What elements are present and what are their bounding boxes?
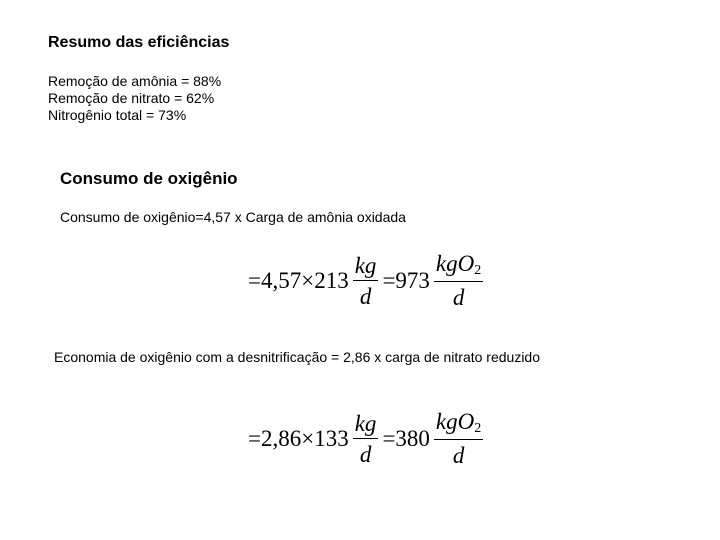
- result-unit-numerator: [434, 252, 483, 282]
- unit-fraction: [353, 412, 379, 466]
- result-unit-denominator: d: [452, 285, 465, 310]
- unit-denominator: d: [359, 441, 372, 467]
- times-sign: ×: [301, 425, 315, 451]
- efficiency-ammonia: Remoção de amônia = 88%: [48, 73, 222, 89]
- oxygen-economy-text: Economia de oxigênio com a desnitrificação = 2,86 x carga de nitrato reduzido: [54, 349, 541, 365]
- result-unit-main: kgO: [435, 251, 475, 276]
- result-unit-subscript: 2: [474, 421, 482, 436]
- equals-sign: =: [382, 425, 396, 451]
- ammonia-load: 213: [314, 267, 349, 293]
- result-unit-subscript: 2: [474, 263, 482, 278]
- coefficient: 2,86: [260, 425, 302, 451]
- unit-fraction: [353, 254, 379, 308]
- nitrate-load: 133: [314, 425, 349, 451]
- efficiency-nitrate: Remoção de nitrato = 62%: [48, 90, 215, 106]
- result-unit-denominator: d: [452, 443, 465, 468]
- equals-sign: =: [382, 267, 396, 293]
- unit-denominator: d: [359, 283, 372, 309]
- economy-result: 380: [395, 425, 430, 451]
- unit-numerator: kg: [353, 412, 379, 439]
- oxygen-result: 973: [395, 267, 430, 293]
- result-unit-fraction: [434, 410, 483, 467]
- oxygen-consumption-formula: Consumo de oxigênio=4,57 x Carga de amônia oxidada: [60, 209, 406, 225]
- efficiency-total-nitrogen: Nitrogênio total = 73%: [48, 107, 187, 123]
- result-unit-numerator: [434, 410, 483, 440]
- oxygen-consumption-equation: [248, 252, 487, 309]
- equals-sign: =: [248, 425, 261, 451]
- unit-numerator: kg: [353, 254, 379, 281]
- equals-sign: =: [248, 267, 261, 293]
- result-unit-main: kgO: [435, 409, 475, 434]
- oxygen-economy-equation: [248, 410, 487, 467]
- coefficient: 4,57: [260, 267, 302, 293]
- result-unit-fraction: [434, 252, 483, 309]
- summary-title: Resumo das eficiências: [48, 34, 230, 51]
- times-sign: ×: [301, 267, 315, 293]
- oxygen-consumption-heading: Consumo de oxigênio: [60, 169, 238, 188]
